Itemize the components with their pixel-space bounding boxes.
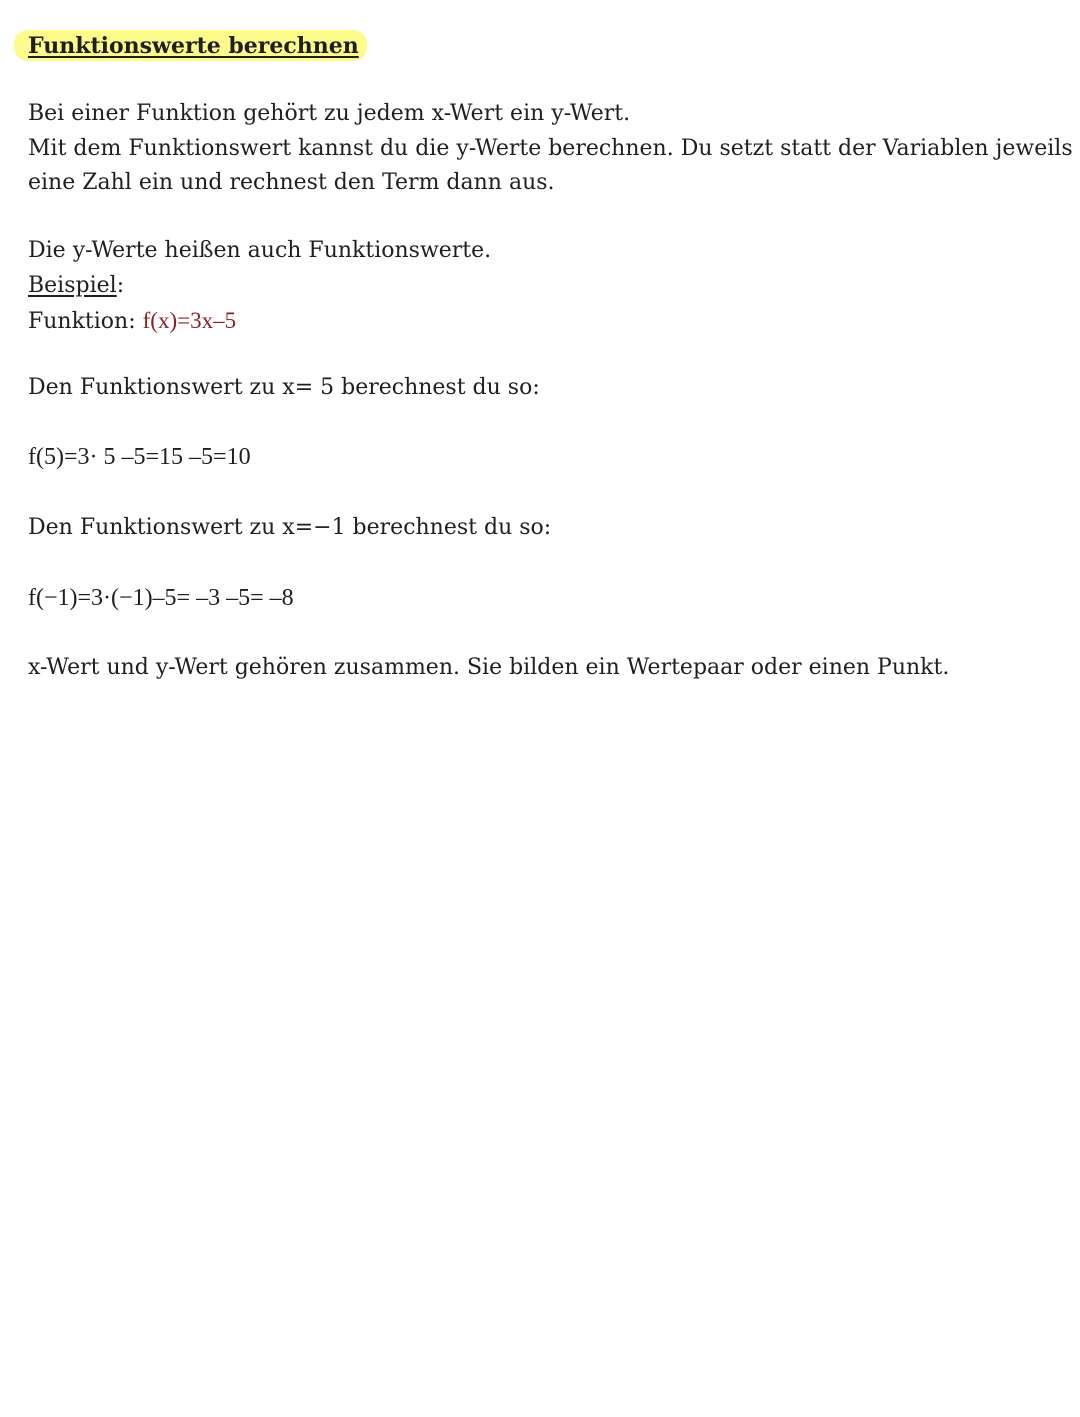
example1-calculation: f(5)=3· 5 –5=15 –5=10 <box>28 444 251 470</box>
example-colon: : <box>116 273 125 298</box>
example2-intro: Den Funktionswert zu x=−1 berechnest du so: <box>28 515 552 540</box>
page-title: Funktionswerte berechnen <box>28 32 359 59</box>
title-highlight <box>14 30 367 61</box>
example1-intro: Den Funktionswert zu x= 5 berechnest du so: <box>28 375 540 400</box>
function-line <box>28 308 236 334</box>
conclusion-text: x-Wert und y-Wert gehören zusammen. Sie bilden ein Wertepaar oder einen Punkt. <box>28 655 950 680</box>
example2-calculation: f(−1)=3·(−1)–5= –3 –5= –8 <box>28 585 294 611</box>
text-line: Die y-Werte heißen auch Funktionswerte. <box>28 238 492 263</box>
example-label: Beispiel <box>28 273 117 298</box>
example-heading <box>28 274 124 298</box>
function-formula: f(x)=3x–5 <box>142 308 237 333</box>
text-line: Mit dem Funktionswert kannst du die y-Werte berechnen. Du setzt statt der Variablen jeweils <box>28 136 1073 161</box>
function-label: Funktion: <box>28 309 143 334</box>
text-line: Bei einer Funktion gehört zu jedem x-Wert ein y-Wert. <box>28 101 631 126</box>
text-line: eine Zahl ein und rechnest den Term dann aus. <box>28 170 555 195</box>
